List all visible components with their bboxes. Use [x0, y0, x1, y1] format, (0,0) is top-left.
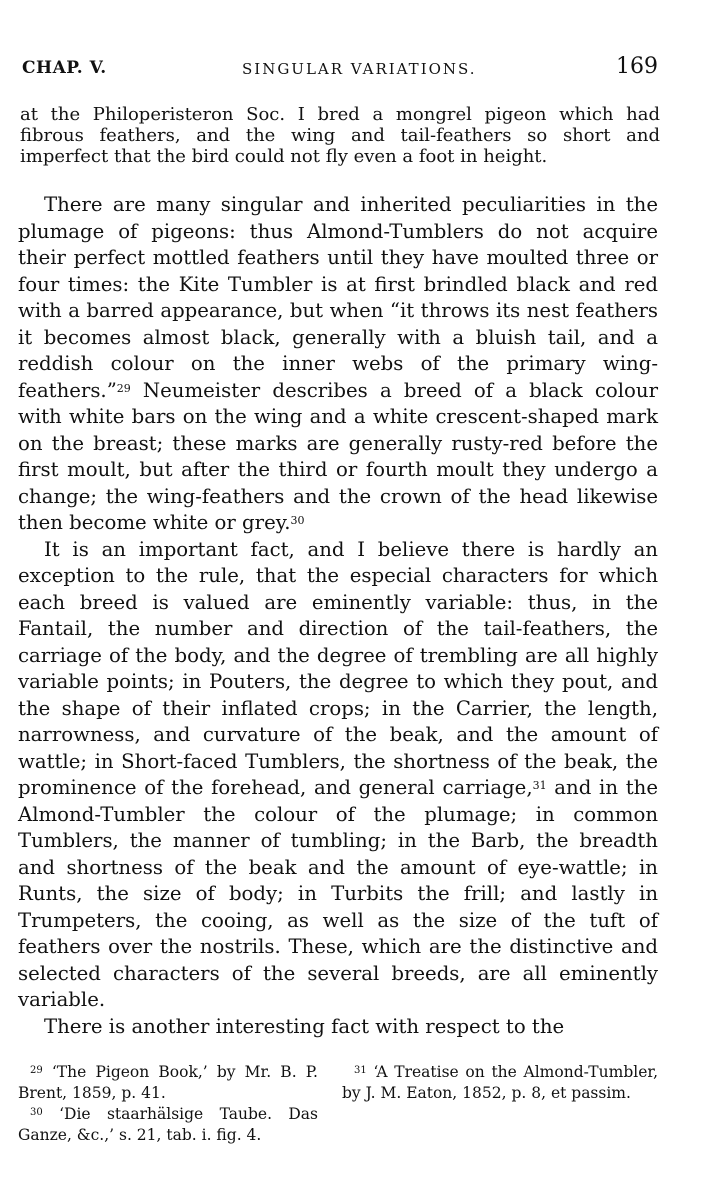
footnote-ref: 29 [116, 381, 131, 395]
chapter-label: CHAP. V. [22, 58, 107, 78]
footnote-ref: 30 [290, 514, 305, 527]
paragraph-interesting-fact: There is another interesting fact with respect to the [44, 1014, 565, 1038]
paragraph-variable-characters [18, 537, 658, 1014]
continued-paragraph: at the Philoperisteron Soc. I bred a mongrel pigeon which had fibrous feathers, and the wing and tail-feathers so short and imperfect that the bird could not fly even a foot in height. [20, 104, 660, 167]
footnote-text: ‘The Pigeon Book,’ by Mr. B. P. Brent, 1859, p. 41. [18, 1063, 318, 1102]
footnote-ref: 31 [532, 779, 547, 792]
paragraph-text: It is an important fact, and I believe there is hardly an exception to the rule, that the especial characters for which each breed is valued are eminently variable: thus, in the Fantail, the number and direction of the tail-feathers, the carriage of the body, and the degree of trembling are all highly variable points; in Pouters, the degree to which they pout, and the shape of their inflated crops; in the Carrier, the length, narrowness, and curvature of the beak, and the amount of wattle; in Short-faced Tumblers, the shortness of the beak, the prominence of the forehead, and general carriage, [18, 537, 658, 799]
paragraph-text: Neumeister describes a breed of a black colour with white bars on the wing and a white crescent-shaped mark on the breast; these marks are generally rusty-red before the first moult, but after the third or fourth moult they undergo a change; the wing-feathers and the crown of the head likewise then become white or grey. [18, 378, 658, 534]
paragraph-plumage [18, 192, 658, 537]
footnote-number: 30 [30, 1107, 43, 1118]
main-text [18, 192, 658, 1040]
running-header [22, 54, 658, 88]
footnote-number: 29 [30, 1065, 43, 1076]
footnote-31 [342, 1062, 658, 1104]
footnote-column-right [342, 1062, 658, 1104]
page-number: 169 [616, 54, 658, 79]
footnote-text: ‘A Treatise on the Almond-Tumbler, by J. M. Eaton, 1852, p. 8, et passim. [342, 1063, 658, 1102]
footnote-29 [18, 1062, 318, 1104]
footnote-text: ‘Die staarhälsige Taube. Das Ganze, &c.,’ s. 21, tab. i. fig. 4. [18, 1105, 318, 1144]
paragraph-text: There are many singular and inherited peculiarities in the plumage of pigeons: thus Almond-Tumblers do not acquire their perfect mottled feathers until they have moulted three or four times: the Kite Tumbler is at first brindled black and red with a barred appearance, but when “it throws its nest feathers it becomes almost black, generally with a bluish tail, and a reddish colour on the inner webs of the primary wing-feathers.” [18, 193, 658, 402]
footnote-30 [18, 1104, 318, 1146]
footnote-number: 31 [354, 1065, 367, 1076]
running-title: SINGULAR VARIATIONS. [242, 60, 477, 78]
footnote-column-left [18, 1062, 318, 1146]
paragraph-text: and in the Almond-Tumbler the colour of the plumage; in common Tumblers, the manner of tumbling; in the Barb, the breadth and shortness of the beak and the amount of eye-wattle; in Runts, the size of body; in Turbits the frill; and lastly in Trumpeters, the cooing, as well as the size of the tuft of feathers over the nostrils. These, which are the distinctive and selected characters of the several breeds, are all eminently variable. [18, 776, 658, 1011]
